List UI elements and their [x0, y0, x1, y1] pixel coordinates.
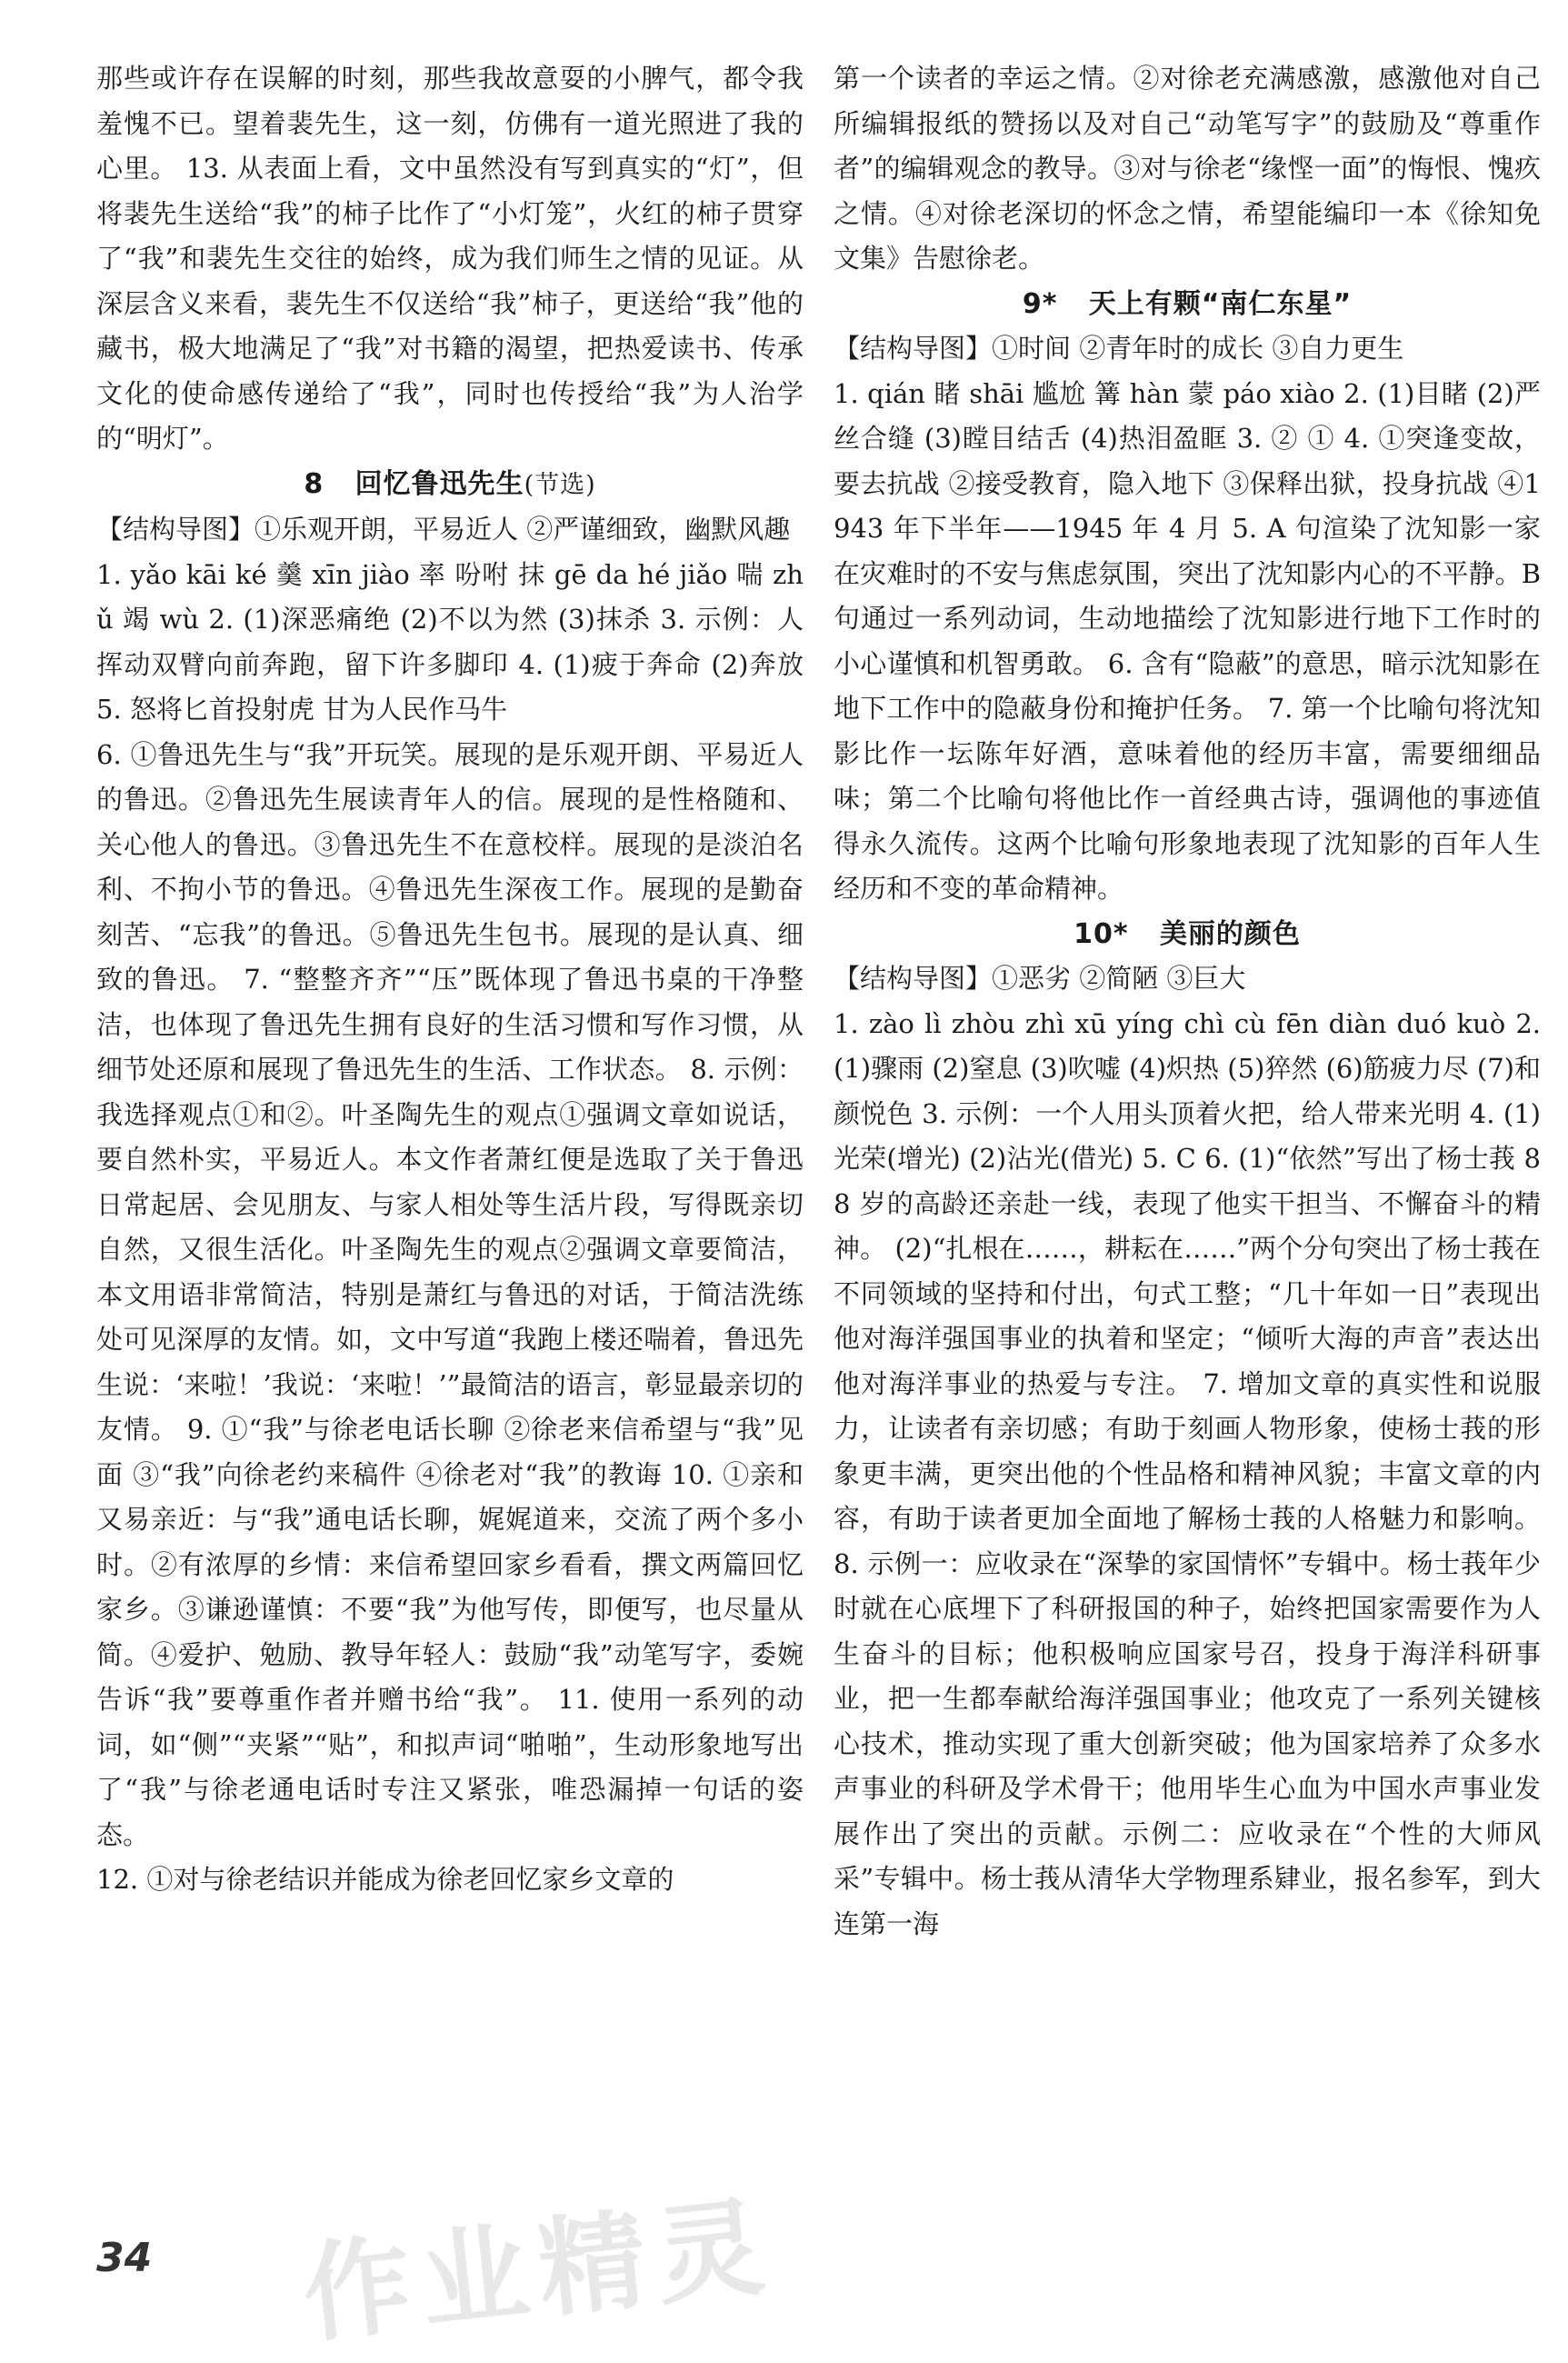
lesson-title: 天上有颗“南仁东星”	[1088, 287, 1353, 320]
answer-text: 那些或许存在误解的时刻，那些我故意耍的小脾气，都令我羞愧不已。望着裴先生，这一刻，仿佛有一道光照进了我的心里。 13. 从表面上看，文中虽然没有写到真实的“灯”，但将裴先生送给“我”的柿子比作了“小灯笼”，火红的柿子贯穿了“我”和裴先生交往的始终，成为我们师生之情的见证。从深层含义来看，裴先生不仅送给“我”柿子，更送给“我”他的藏书，极大地满足了“我”对书籍的渴望，把热爱读书、传承文化的使命感传递给了“我”，同时也传授给“我”为人治学的“明灯”。	[96, 63, 804, 454]
structure-guide: 【结构导图】①乐观开朗，平易近人 ②严谨细致，幽默风趣	[96, 514, 791, 545]
structure-guide: 【结构导图】①时间 ②青年时的成长 ③自力更生	[834, 333, 1404, 364]
watermark: 作业精灵	[296, 2183, 781, 2358]
left-column	[96, 56, 804, 1903]
lesson-title: 回忆鲁迅先生	[355, 467, 524, 500]
answer-text: 1. yǎo kāi ké 羹 xīn jiào 率 吩咐 抹 gē da hé jiǎo 喘 zhǔ 竭 wù 2. (1)深恶痛绝 (2)不以为然 (3)抹杀 3. 示例：人挥动双臂向前奔跑，留下许多脚印 4. (1)疲于奔命 (2)奔放 5. 怒将匕首投射虎 甘为人民作马牛	[96, 558, 804, 725]
structure-guide: 【结构导图】①恶劣 ②简陋 ③巨大	[834, 963, 1246, 994]
lesson-title: 美丽的颜色	[1159, 917, 1301, 950]
answer-text: 6. ①鲁迅先生与“我”开玩笑。展现的是乐观开朗、平易近人的鲁迅。②鲁迅先生展读青年人的信。展现的是性格随和、关心他人的鲁迅。③鲁迅先生不在意校样。展现的是淡泊名利、不拘小节的鲁迅。④鲁迅先生深夜工作。展现的是勤奋刻苦、“忘我”的鲁迅。⑤鲁迅先生包书。展现的是认真、细致的鲁迅。 7. “整整齐齐”“压”既体现了鲁迅书桌的干净整洁，也体现了鲁迅先生拥有良好的生活习惯和写作习惯，从细节处还原和展现了鲁迅先生的生活、工作状态。 8. 示例：我选择观点①和②。叶圣陶先生的观点①强调文章如说话，要自然朴实，平易近人。本文作者萧红便是选取了关于鲁迅日常起居、会见朋友、与家人相处等生活片段，写得既亲切自然，又很生活化。叶圣陶先生的观点②强调文章要简洁，本文用语非常简洁，特别是萧红与鲁迅的对话，于简洁洗练处可见深厚的友情。如，文中写道“我跑上楼还喘着，鲁迅先生说：‘来啦！’我说：‘来啦！’”最简洁的语言，彰显最亲切的友情。 9. ①“我”与徐老电话长聊 ②徐老来信希望与“我”见面 ③“我”向徐老约来稿件 ④徐老对“我”的教诲 10. ①亲和又易亲近：与“我”通电话长聊，娓娓道来，交流了两个多小时。②有浓厚的乡情：来信希望回家乡看看，撰文两篇回忆家乡。③谦逊谨慎：不要“我”为他写传，即便写，也尽量从简。④爱护、勉励、教导年轻人：鼓励“我”动笔写字，委婉告诉“我”要尊重作者并赠书给“我”。 11. 使用一系列的动词，如“侧”“夹紧”“贴”，和拟声词“啪啪”，生动形象地写出了“我”与徐老通电话时专注又紧张，唯恐漏掉一句话的姿态。	[96, 738, 804, 1850]
lesson-number: 8	[304, 467, 325, 500]
answer-text: 12. ①对与徐老结识并能成为徐老回忆家乡文章的	[96, 1864, 674, 1895]
lesson-heading	[834, 912, 1541, 957]
lesson-number: 9*	[1022, 287, 1058, 320]
lesson-subtitle: (节选)	[524, 470, 596, 499]
answer-text: 1. zào lì zhòu zhì xū yíng chì cù fēn diàn duó kuò 2. (1)骤雨 (2)窒息 (3)吹嘘 (4)炽热 (5)猝然 (6)筋疲力尽 (7)和颜悦色 3. 示例：一个人用头顶着火把，给人带来光明 4. (1)光荣(增光) (2)沾光(借光) 5. C 6. (1)“依然”写出了杨士莪 88 岁的高龄还亲赴一线，表现了他实干担当、不懈奋斗的精神。 (2)“扎根在……，耕耘在……”两个分句突出了杨士莪在不同领域的坚持和付出，句式工整；“几十年如一日”表现出他对海洋强国事业的执着和坚定；“倾听大海的声音”表达出他对海洋事业的热爱与专注。 7. 增加文章的真实性和说服力，让读者有亲切感；有助于刻画人物形象，使杨士莪的形象更丰满，更突出他的个性品格和精神风貌；丰富文章的内容，有助于读者更加全面地了解杨士莪的人格魅力和影响。 8. 示例一：应收录在“深挚的家国情怀”专辑中。杨士莪年少时就在心底埋下了科研报国的种子，始终把国家需要作为人生奋斗的目标；他积极响应国家号召，投身于海洋科研事业，把一生都奉献给海洋强国事业；他攻克了一系列关键核心技术，推动实现了重大创新突破；他为国家培养了众多水声事业的科研及学术骨干；他用毕生心血为中国水声事业发展作出了突出的贡献。示例二：应收录在“个性的大师风采”专辑中。杨士莪从清华大学物理系肄业，报名参军，到大连第一海	[834, 1007, 1541, 1939]
lesson-number: 10*	[1074, 917, 1129, 950]
answer-text: 第一个读者的幸运之情。②对徐老充满感激，感激他对自己所编辑报纸的赞扬以及对自己“动笔写字”的鼓励及“尊重作者”的编辑观念的教导。③对与徐老“缘悭一面”的悔恨、愧疚之情。④对徐老深切的怀念之情，希望能编印一本《徐知免文集》告慰徐老。	[834, 63, 1541, 274]
answer-text: 1. qián 睹 shāi 尴尬 篝 hàn 蒙 páo xiào 2. (1)目睹 (2)严丝合缝 (3)瞠目结舌 (4)热泪盈眶 3. ② ① 4. ①突逢变故，要去抗战 ②接受教育，隐入地下 ③保释出狱，投身抗战 ④1943 年下半年——1945 年 4 月 5. A 句渲染了沈知影一家在灾难时的不安与焦虑氛围，突出了沈知影内心的不平静。B 句通过一系列动词，生动地描绘了沈知影进行地下工作时的小心谨慎和机智勇敢。 6. 含有“隐蔽”的意思，暗示沈知影在地下工作中的隐蔽身份和掩护任务。 7. 第一个比喻句将沈知影比作一坛陈年好酒，意味着他的经历丰富，需要细细品味；第二个比喻句将他比作一首经典古诗，强调他的事迹值得永久流传。这两个比喻句形象地表现了沈知影的百年人生经历和不变的革命精神。	[834, 377, 1541, 904]
lesson-heading	[834, 282, 1541, 327]
page-number: 34	[96, 2235, 153, 2281]
lesson-heading	[96, 462, 804, 508]
right-column	[834, 56, 1541, 1947]
